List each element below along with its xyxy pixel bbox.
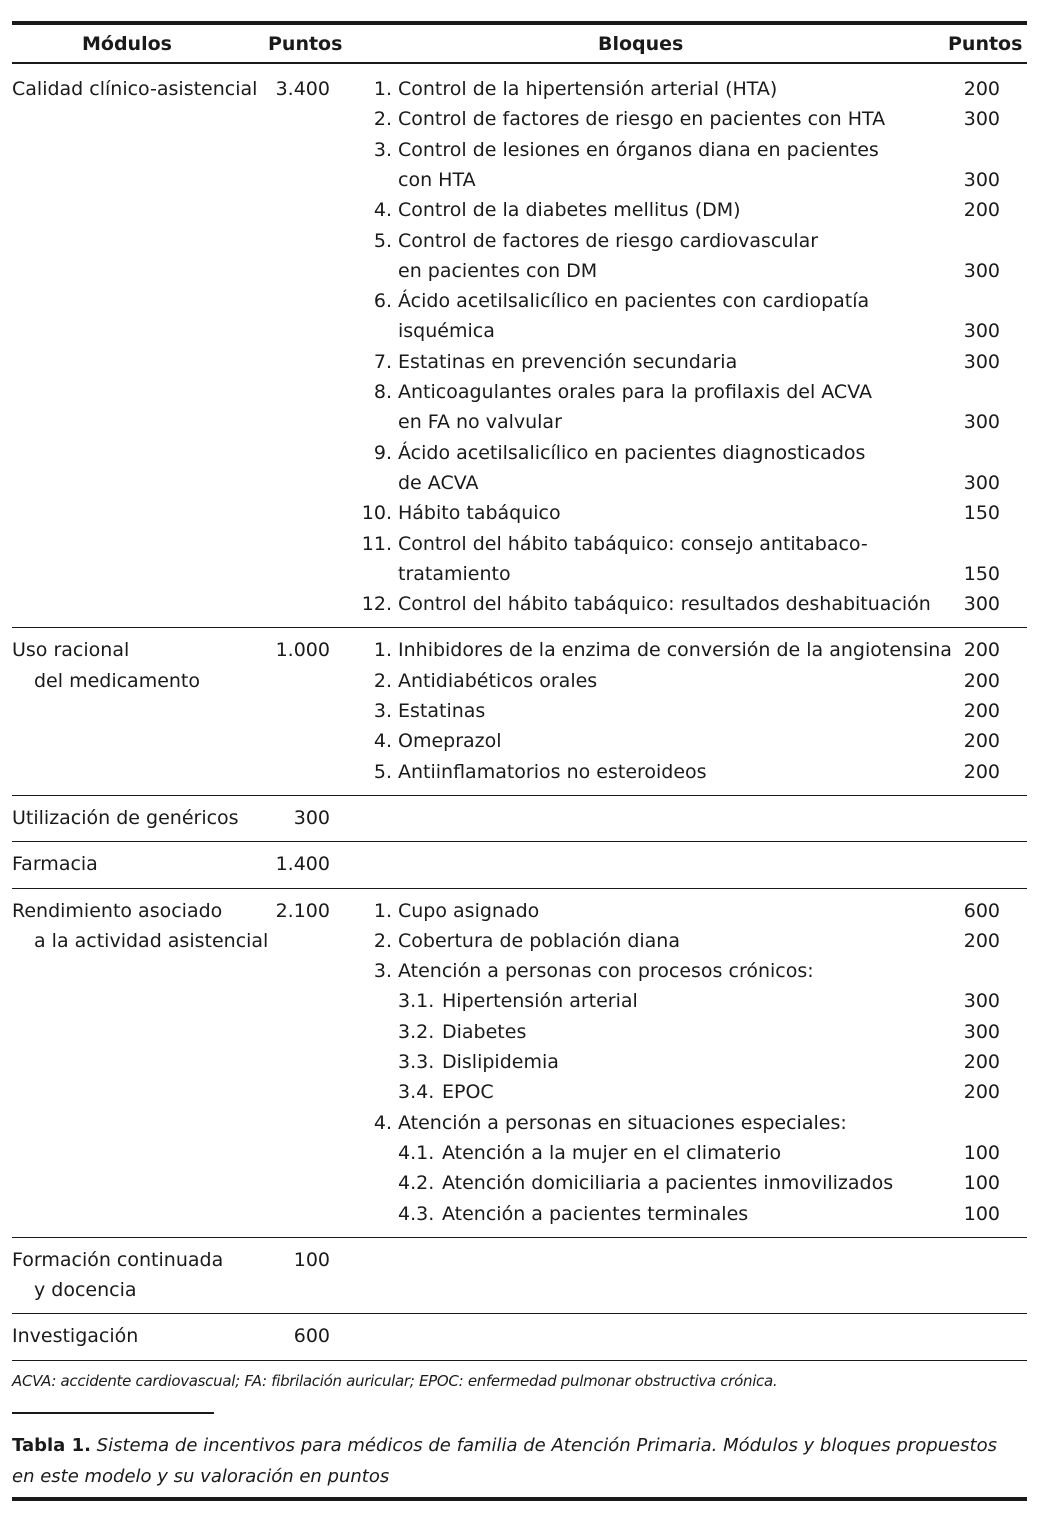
subblock-number: 4.1. bbox=[398, 1141, 435, 1164]
module-points: 3.400 bbox=[275, 78, 330, 100]
block-text: isquémica bbox=[398, 320, 495, 343]
module-name: del medicamento bbox=[34, 669, 201, 692]
module-points: 1.000 bbox=[275, 639, 330, 662]
block-points: 300 bbox=[963, 471, 1000, 494]
block-text: Estatinas bbox=[398, 700, 486, 722]
block-text: Control del hábito tabáquico: consejo antitabaco- bbox=[398, 532, 868, 555]
module-points: 2.100 bbox=[275, 899, 330, 922]
block-points: 300 bbox=[963, 168, 1000, 191]
header-puntos-bloque: Puntos bbox=[948, 33, 1023, 55]
header-modulos: Módulos bbox=[82, 33, 172, 55]
subblock-points: 100 bbox=[963, 1172, 1000, 1195]
row-separator bbox=[12, 1313, 1027, 1314]
block-text: Atención a personas con procesos crónicos: bbox=[398, 960, 814, 983]
footnote: ACVA: accidente cardiovascual; FA: fibrilación auricular; EPOC: enfermedad pulmonar obstructiva crónica. bbox=[12, 1372, 778, 1390]
block-points: 300 bbox=[963, 411, 1000, 434]
block-points: 200 bbox=[963, 760, 1000, 783]
block-text: Control de la diabetes mellitus (DM) bbox=[398, 199, 741, 222]
block-text: Anticoagulantes orales para la profilaxis del ACVA bbox=[398, 381, 872, 403]
subblock-text: Dislipidemia bbox=[442, 1051, 559, 1073]
block-points: 200 bbox=[963, 669, 1000, 692]
block-points: 300 bbox=[963, 108, 1000, 131]
subblock-number: 4.2. bbox=[398, 1172, 435, 1195]
block-text: Ácido acetilsalicílico en pacientes diagnosticados bbox=[398, 441, 866, 464]
block-number: 1. bbox=[373, 899, 392, 922]
header-puntos-modulo: Puntos bbox=[268, 33, 343, 55]
block-number: 2. bbox=[373, 929, 392, 952]
module-name: Farmacia bbox=[12, 853, 98, 876]
module-points: 1.400 bbox=[275, 853, 330, 876]
block-points: 200 bbox=[963, 929, 1000, 952]
block-number: 3. bbox=[373, 700, 392, 722]
module-name: y docencia bbox=[34, 1279, 137, 1302]
block-text: Antidiabéticos orales bbox=[398, 669, 598, 692]
header-bloques: Bloques bbox=[598, 33, 684, 55]
subblock-text: Atención a la mujer en el climaterio bbox=[442, 1141, 782, 1164]
block-text: Atención a personas en situaciones especiales: bbox=[398, 1111, 847, 1134]
table-header bbox=[12, 25, 1027, 62]
row-separator bbox=[12, 841, 1027, 842]
block-number: 2. bbox=[373, 108, 392, 131]
subblock-number: 4.3. bbox=[398, 1202, 435, 1225]
caption-rule bbox=[12, 1412, 214, 1414]
header-rule bbox=[12, 62, 1027, 64]
module-name: a la actividad asistencial bbox=[34, 929, 269, 952]
row-separator bbox=[12, 627, 1027, 628]
subblock-points: 200 bbox=[963, 1081, 1000, 1104]
block-text: en pacientes con DM bbox=[398, 259, 598, 282]
block-text: en FA no valvular bbox=[398, 411, 562, 434]
subblock-text: Hipertensión arterial bbox=[442, 990, 638, 1013]
block-text: de ACVA bbox=[398, 471, 479, 494]
block-text: Control del hábito tabáquico: resultados deshabituación bbox=[398, 593, 931, 616]
subblock-text: Atención a pacientes terminales bbox=[442, 1202, 749, 1225]
module-name: Investigación bbox=[12, 1325, 139, 1348]
subblock-number: 3.4. bbox=[398, 1081, 435, 1104]
subblock-number: 3.3. bbox=[398, 1051, 435, 1073]
block-points: 600 bbox=[963, 899, 1000, 922]
block-number: 12. bbox=[361, 593, 392, 616]
block-text: Cobertura de población diana bbox=[398, 929, 680, 952]
block-points: 300 bbox=[963, 320, 1000, 343]
block-points: 150 bbox=[963, 562, 1000, 585]
table-caption bbox=[12, 1430, 1012, 1492]
block-points: 300 bbox=[963, 593, 1000, 616]
block-number: 10. bbox=[361, 502, 392, 525]
block-number: 4. bbox=[373, 730, 392, 753]
table-bottom-rule bbox=[12, 1497, 1027, 1501]
subblock-text: Atención domiciliaria a pacientes inmovilizados bbox=[442, 1172, 894, 1195]
subblock-points: 200 bbox=[963, 1051, 1000, 1073]
block-points: 150 bbox=[963, 502, 1000, 525]
module-name: Calidad clínico-asistencial bbox=[12, 78, 258, 100]
module-name: Utilización de genéricos bbox=[12, 806, 239, 829]
block-number: 11. bbox=[361, 532, 392, 555]
block-number: 8. bbox=[373, 381, 392, 403]
subblock-number: 3.2. bbox=[398, 1020, 435, 1043]
module-points: 600 bbox=[293, 1325, 330, 1348]
module-name: Uso racional bbox=[12, 639, 130, 662]
block-text: Cupo asignado bbox=[398, 899, 540, 922]
block-points: 200 bbox=[963, 700, 1000, 722]
block-points: 200 bbox=[963, 639, 1000, 662]
subblock-points: 100 bbox=[963, 1141, 1000, 1164]
subblock-points: 300 bbox=[963, 990, 1000, 1013]
block-number: 1. bbox=[373, 639, 392, 662]
block-text: Inhibidores de la enzima de conversión de la angiotensina bbox=[398, 639, 952, 662]
block-number: 9. bbox=[373, 441, 392, 464]
block-text: Hábito tabáquico bbox=[398, 502, 561, 525]
block-points: 200 bbox=[963, 199, 1000, 222]
module-points: 100 bbox=[293, 1248, 330, 1271]
row-separator bbox=[12, 888, 1027, 889]
block-number: 3. bbox=[373, 138, 392, 161]
row-separator bbox=[12, 1360, 1027, 1361]
block-points: 200 bbox=[963, 78, 1000, 100]
block-text: Antiinflamatorios no esteroideos bbox=[398, 760, 707, 783]
row-separator bbox=[12, 1237, 1027, 1238]
subblock-points: 300 bbox=[963, 1020, 1000, 1043]
block-text: tratamiento bbox=[398, 562, 511, 585]
module-name: Formación continuada bbox=[12, 1248, 224, 1271]
subblock-points: 100 bbox=[963, 1202, 1000, 1225]
block-text: Control de la hipertensión arterial (HTA) bbox=[398, 78, 778, 100]
block-points: 200 bbox=[963, 730, 1000, 753]
block-number: 5. bbox=[373, 760, 392, 783]
block-points: 300 bbox=[963, 259, 1000, 282]
block-number: 4. bbox=[373, 1111, 392, 1134]
block-number: 6. bbox=[373, 290, 392, 313]
subblock-text: EPOC bbox=[442, 1081, 494, 1104]
block-text: Control de lesiones en órganos diana en pacientes bbox=[398, 138, 879, 161]
block-text: Omeprazol bbox=[398, 730, 502, 753]
caption-label: Tabla 1. bbox=[12, 1435, 91, 1456]
block-text: Control de factores de riesgo cardiovascular bbox=[398, 229, 819, 252]
block-text: con HTA bbox=[398, 168, 476, 191]
block-number: 1. bbox=[373, 78, 392, 100]
block-number: 3. bbox=[373, 960, 392, 983]
block-text: Control de factores de riesgo en pacientes con HTA bbox=[398, 108, 886, 131]
row-separator bbox=[12, 795, 1027, 796]
caption-text: Sistema de incentivos para médicos de familia de Atención Primaria. Módulos y bloques propuestos en este modelo y su valoración en puntos bbox=[12, 1435, 997, 1487]
block-number: 2. bbox=[373, 669, 392, 692]
subblock-text: Diabetes bbox=[442, 1020, 527, 1043]
subblock-number: 3.1. bbox=[398, 990, 435, 1013]
block-number: 5. bbox=[373, 229, 392, 252]
block-number: 4. bbox=[373, 199, 392, 222]
module-name: Rendimiento asociado bbox=[12, 899, 223, 922]
module-points: 300 bbox=[293, 806, 330, 829]
block-number: 7. bbox=[373, 350, 392, 373]
block-points: 300 bbox=[963, 350, 1000, 373]
block-text: Ácido acetilsalicílico en pacientes con cardiopatía bbox=[398, 290, 870, 313]
block-text: Estatinas en prevención secundaria bbox=[398, 350, 738, 373]
